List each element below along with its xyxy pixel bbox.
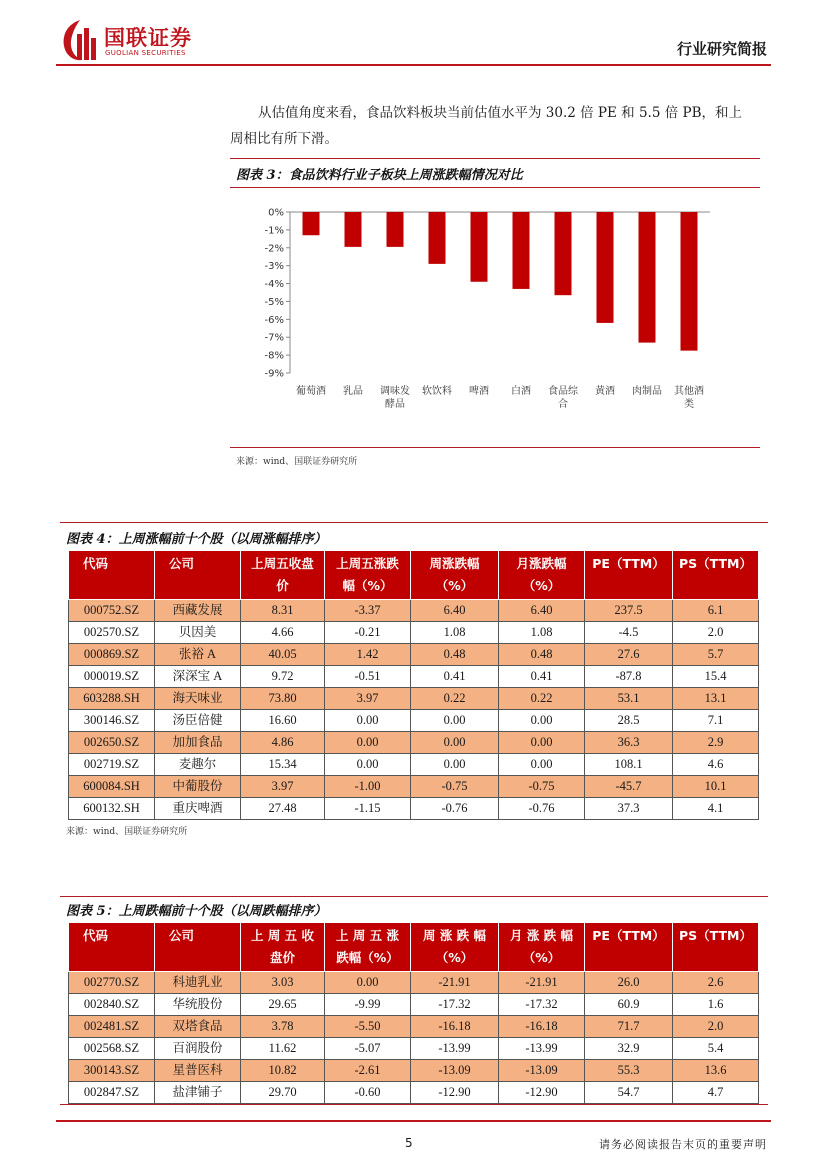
- value-cell: -1.15: [325, 798, 411, 820]
- company-name-cell: 汤臣倍健: [155, 710, 241, 732]
- value-cell: -21.91: [499, 972, 585, 994]
- value-cell: -0.75: [411, 776, 499, 798]
- table-row: [69, 1060, 759, 1082]
- column-header-text: 公司: [169, 928, 195, 943]
- stock-code-cell: 300146.SZ: [69, 710, 155, 732]
- paragraph-line-2: 周相比有所下滑。: [230, 131, 338, 147]
- column-header-text: 幅（%）: [342, 578, 393, 593]
- value-cell: 13.6: [673, 1060, 759, 1082]
- bar: [387, 212, 404, 247]
- x-category-label: 调味发: [380, 386, 410, 397]
- column-header-text: PE（TTM）: [592, 928, 665, 943]
- value-cell: 29.65: [241, 994, 325, 1016]
- table-row: [69, 994, 759, 1016]
- x-category-label: 白酒: [511, 386, 531, 397]
- y-tick-label: -1%: [264, 225, 284, 237]
- value-cell: 0.00: [499, 732, 585, 754]
- table5-caption: 图表 5：上周跌幅前十个股（以周跌幅排序）: [66, 904, 327, 919]
- value-cell: 53.1: [585, 688, 673, 710]
- bar-series: [303, 212, 698, 351]
- value-cell: 0.48: [499, 644, 585, 666]
- value-cell: 0.00: [499, 710, 585, 732]
- value-cell: 13.1: [673, 688, 759, 710]
- stock-code-cell: 000752.SZ: [69, 600, 155, 622]
- value-cell: 15.34: [241, 754, 325, 776]
- company-name-cell: 海天味业: [155, 688, 241, 710]
- body-paragraph: [230, 100, 770, 152]
- table5-bottom-rule: [60, 1104, 768, 1105]
- x-category-label: 合: [558, 399, 568, 410]
- value-cell: 0.41: [499, 666, 585, 688]
- table-row: [69, 644, 759, 666]
- value-cell: 2.9: [673, 732, 759, 754]
- column-header: [325, 923, 411, 972]
- company-name-cell: 贝因美: [155, 622, 241, 644]
- bar: [345, 212, 362, 247]
- stock-code-cell: 002840.SZ: [69, 994, 155, 1016]
- company-name-cell: 西藏发展: [155, 600, 241, 622]
- value-cell: -5.50: [325, 1016, 411, 1038]
- value-cell: -17.32: [411, 994, 499, 1016]
- value-cell: 5.4: [673, 1038, 759, 1060]
- column-header-text: PS（TTM）: [679, 928, 752, 943]
- column-header: [69, 551, 155, 600]
- value-cell: 0.00: [325, 732, 411, 754]
- value-cell: 15.4: [673, 666, 759, 688]
- value-cell: 1.6: [673, 994, 759, 1016]
- figure3-caption: 图表 3：食品饮料行业子板块上周涨跌幅情况对比: [236, 168, 523, 183]
- x-category-label: 类: [684, 399, 694, 410]
- table4-caption: 图表 4：上周涨幅前十个股（以周涨幅排序）: [66, 532, 327, 547]
- stock-code-cell: 603288.SH: [69, 688, 155, 710]
- value-cell: 10.1: [673, 776, 759, 798]
- company-name-cell: 中葡股份: [155, 776, 241, 798]
- top-losers-table: [68, 922, 759, 1104]
- x-category-label: 肉制品: [632, 386, 662, 397]
- table-header-row: [69, 551, 759, 600]
- page-number: 5: [405, 1136, 413, 1150]
- value-cell: 7.1: [673, 710, 759, 732]
- y-tick-label: -6%: [264, 314, 284, 326]
- column-header-text: （%）: [522, 578, 561, 593]
- company-name-cell: 麦趣尔: [155, 754, 241, 776]
- bar: [303, 212, 320, 235]
- column-header: [673, 923, 759, 972]
- value-cell: 3.03: [241, 972, 325, 994]
- value-cell: -9.99: [325, 994, 411, 1016]
- column-header: [155, 923, 241, 972]
- y-tick-label: 0%: [268, 207, 284, 219]
- value-cell: -12.90: [411, 1082, 499, 1104]
- value-cell: 3.97: [325, 688, 411, 710]
- value-cell: -0.51: [325, 666, 411, 688]
- value-cell: 0.48: [411, 644, 499, 666]
- value-cell: 32.9: [585, 1038, 673, 1060]
- stock-code-cell: 000019.SZ: [69, 666, 155, 688]
- stock-code-cell: 002481.SZ: [69, 1016, 155, 1038]
- value-cell: 27.6: [585, 644, 673, 666]
- table-row: [69, 1082, 759, 1104]
- y-tick-label: -5%: [264, 296, 284, 308]
- column-header: [499, 923, 585, 972]
- value-cell: -13.99: [499, 1038, 585, 1060]
- value-cell: 28.5: [585, 710, 673, 732]
- table-row: [69, 798, 759, 820]
- column-header: [241, 923, 325, 972]
- value-cell: 0.22: [499, 688, 585, 710]
- value-cell: -1.00: [325, 776, 411, 798]
- table-row: [69, 776, 759, 798]
- value-cell: 1.42: [325, 644, 411, 666]
- stock-code-cell: 000869.SZ: [69, 644, 155, 666]
- value-cell: 71.7: [585, 1016, 673, 1038]
- column-header-text: PS（TTM）: [679, 556, 752, 571]
- table-row: [69, 688, 759, 710]
- value-cell: -5.07: [325, 1038, 411, 1060]
- x-category-label: 其他酒: [674, 386, 704, 397]
- report-type-label: 行业研究简报: [676, 40, 767, 58]
- value-cell: 8.31: [241, 600, 325, 622]
- paragraph-line-1: 从估值角度来看，食品饮料板块当前估值水平为 30.2 倍 PE 和 5.5 倍 PB，和上: [258, 105, 743, 121]
- value-cell: 60.9: [585, 994, 673, 1016]
- value-cell: 29.70: [241, 1082, 325, 1104]
- value-cell: 2.6: [673, 972, 759, 994]
- x-category-label: 黄酒: [595, 386, 615, 397]
- stock-code-cell: 002847.SZ: [69, 1082, 155, 1104]
- y-tick-label: -3%: [264, 261, 284, 273]
- stock-code-cell: 002719.SZ: [69, 754, 155, 776]
- column-header-text: 周涨跌幅: [429, 556, 480, 571]
- bar-chart: [230, 195, 760, 430]
- x-category-label: 食品综: [548, 386, 578, 397]
- y-tick-label: -4%: [264, 279, 284, 291]
- figure3-top-rule: [230, 158, 760, 159]
- value-cell: 16.60: [241, 710, 325, 732]
- stock-code-cell: 002570.SZ: [69, 622, 155, 644]
- company-name-cell: 百润股份: [155, 1038, 241, 1060]
- table-row: [69, 622, 759, 644]
- y-tick-label: -8%: [264, 350, 284, 362]
- value-cell: 6.40: [499, 600, 585, 622]
- value-cell: -0.21: [325, 622, 411, 644]
- value-cell: -12.90: [499, 1082, 585, 1104]
- value-cell: 10.82: [241, 1060, 325, 1082]
- value-cell: 0.00: [325, 754, 411, 776]
- column-header-text: 盘价: [269, 950, 295, 965]
- value-cell: 3.97: [241, 776, 325, 798]
- company-name-cell: 重庆啤酒: [155, 798, 241, 820]
- column-header: [411, 923, 499, 972]
- table-row: [69, 1016, 759, 1038]
- value-cell: 0.00: [325, 710, 411, 732]
- column-header-text: 月涨跌幅: [516, 556, 567, 571]
- disclaimer-text: 请务必阅读报告末页的重要声明: [599, 1138, 767, 1151]
- column-header-text: 上 周 五 收: [250, 928, 315, 943]
- value-cell: -0.60: [325, 1082, 411, 1104]
- column-header: [69, 923, 155, 972]
- value-cell: -0.75: [499, 776, 585, 798]
- stock-code-cell: 002770.SZ: [69, 972, 155, 994]
- column-header-text: 月 涨 跌 幅: [509, 928, 574, 943]
- company-name-cell: 科迪乳业: [155, 972, 241, 994]
- value-cell: -13.09: [499, 1060, 585, 1082]
- value-cell: 4.66: [241, 622, 325, 644]
- column-header: [411, 551, 499, 600]
- footer-divider: [56, 1120, 771, 1122]
- bar: [639, 212, 656, 343]
- value-cell: 237.5: [585, 600, 673, 622]
- y-tick-label: -7%: [264, 332, 284, 344]
- column-header-text: 上周五收盘: [251, 556, 314, 571]
- column-header-text: 代码: [83, 928, 109, 943]
- table-row: [69, 600, 759, 622]
- company-name-cell: 深深宝 A: [155, 666, 241, 688]
- company-name-cell: 盐津铺子: [155, 1082, 241, 1104]
- x-category-label: 软饮料: [422, 386, 452, 397]
- value-cell: -87.8: [585, 666, 673, 688]
- figure3-source: 来源：wind、国联证券研究所: [236, 457, 358, 467]
- table-row: [69, 710, 759, 732]
- figure3-bottom-rule: [230, 447, 760, 448]
- value-cell: 2.0: [673, 1016, 759, 1038]
- value-cell: 0.00: [411, 732, 499, 754]
- column-header-text: 跌幅（%）: [336, 950, 399, 965]
- value-cell: 4.6: [673, 754, 759, 776]
- y-tick-label: -9%: [264, 368, 284, 380]
- company-name-cell: 星普医科: [155, 1060, 241, 1082]
- value-cell: 37.3: [585, 798, 673, 820]
- value-cell: 108.1: [585, 754, 673, 776]
- value-cell: 4.1: [673, 798, 759, 820]
- stock-code-cell: 300143.SZ: [69, 1060, 155, 1082]
- company-name-cell: 双塔食品: [155, 1016, 241, 1038]
- value-cell: 1.08: [411, 622, 499, 644]
- value-cell: 4.86: [241, 732, 325, 754]
- value-cell: -3.37: [325, 600, 411, 622]
- value-cell: 73.80: [241, 688, 325, 710]
- value-cell: 0.00: [325, 972, 411, 994]
- table-row: [69, 666, 759, 688]
- x-category-label: 葡萄酒: [296, 386, 326, 397]
- value-cell: 0.00: [411, 754, 499, 776]
- logo-text-cn: 国联证券: [104, 26, 192, 50]
- company-logo: [60, 18, 220, 62]
- table-header-row: [69, 923, 759, 972]
- company-name-cell: 华统股份: [155, 994, 241, 1016]
- logo-mark-icon: [60, 18, 100, 62]
- column-header-text: （%）: [435, 950, 474, 965]
- value-cell: -45.7: [585, 776, 673, 798]
- value-cell: -4.5: [585, 622, 673, 644]
- column-header-text: 上 周 五 涨: [335, 928, 400, 943]
- x-axis-labels: [296, 384, 704, 410]
- column-header: [325, 551, 411, 600]
- top-gainers-table: [68, 550, 759, 820]
- value-cell: 9.72: [241, 666, 325, 688]
- value-cell: 1.08: [499, 622, 585, 644]
- column-header: [585, 923, 673, 972]
- column-header-text: 公司: [169, 556, 195, 571]
- column-header: [499, 551, 585, 600]
- value-cell: 0.41: [411, 666, 499, 688]
- bar: [429, 212, 446, 264]
- value-cell: -16.18: [411, 1016, 499, 1038]
- bar: [555, 212, 572, 295]
- logo-text-en: GUOLIAN SECURITIES: [105, 49, 186, 57]
- value-cell: -16.18: [499, 1016, 585, 1038]
- value-cell: -21.91: [411, 972, 499, 994]
- value-cell: 40.05: [241, 644, 325, 666]
- column-header-text: 代码: [83, 556, 109, 571]
- bar: [597, 212, 614, 323]
- column-header-text: （%）: [435, 578, 474, 593]
- column-header-text: 价: [276, 578, 289, 593]
- value-cell: -17.32: [499, 994, 585, 1016]
- value-cell: -13.09: [411, 1060, 499, 1082]
- column-header: [241, 551, 325, 600]
- table4-top-rule: [60, 522, 768, 523]
- column-header: [155, 551, 241, 600]
- x-category-label: 乳品: [343, 386, 363, 397]
- column-header: [673, 551, 759, 600]
- value-cell: 55.3: [585, 1060, 673, 1082]
- value-cell: 0.00: [499, 754, 585, 776]
- value-cell: 27.48: [241, 798, 325, 820]
- value-cell: 0.22: [411, 688, 499, 710]
- table4-source: 来源：wind、国联证券研究所: [66, 827, 188, 837]
- company-name-cell: 加加食品: [155, 732, 241, 754]
- column-header: [585, 551, 673, 600]
- header-divider: [56, 64, 771, 66]
- table-row: [69, 732, 759, 754]
- stock-code-cell: 002650.SZ: [69, 732, 155, 754]
- table-row: [69, 1038, 759, 1060]
- value-cell: -0.76: [499, 798, 585, 820]
- company-name-cell: 张裕 A: [155, 644, 241, 666]
- value-cell: 26.0: [585, 972, 673, 994]
- column-header-text: PE（TTM）: [592, 556, 665, 571]
- stock-code-cell: 600132.SH: [69, 798, 155, 820]
- value-cell: 11.62: [241, 1038, 325, 1060]
- value-cell: -0.76: [411, 798, 499, 820]
- bar: [513, 212, 530, 289]
- y-tick-label: -2%: [264, 243, 284, 255]
- table-row: [69, 754, 759, 776]
- table5-top-rule: [60, 896, 768, 897]
- value-cell: 6.40: [411, 600, 499, 622]
- value-cell: 36.3: [585, 732, 673, 754]
- bar: [471, 212, 488, 282]
- bar: [681, 212, 698, 351]
- value-cell: -2.61: [325, 1060, 411, 1082]
- value-cell: 2.0: [673, 622, 759, 644]
- value-cell: -13.99: [411, 1038, 499, 1060]
- value-cell: 0.00: [411, 710, 499, 732]
- figure3-caption-rule: [230, 187, 760, 188]
- stock-code-cell: 002568.SZ: [69, 1038, 155, 1060]
- value-cell: 3.78: [241, 1016, 325, 1038]
- value-cell: 5.7: [673, 644, 759, 666]
- column-header-text: 上周五涨跌: [336, 556, 399, 571]
- x-category-label: 酵品: [385, 399, 405, 410]
- value-cell: 54.7: [585, 1082, 673, 1104]
- value-cell: 6.1: [673, 600, 759, 622]
- stock-code-cell: 600084.SH: [69, 776, 155, 798]
- table-row: [69, 972, 759, 994]
- column-header-text: 周 涨 跌 幅: [422, 928, 487, 943]
- x-category-label: 啤酒: [469, 386, 489, 397]
- value-cell: 4.7: [673, 1082, 759, 1104]
- column-header-text: （%）: [522, 950, 561, 965]
